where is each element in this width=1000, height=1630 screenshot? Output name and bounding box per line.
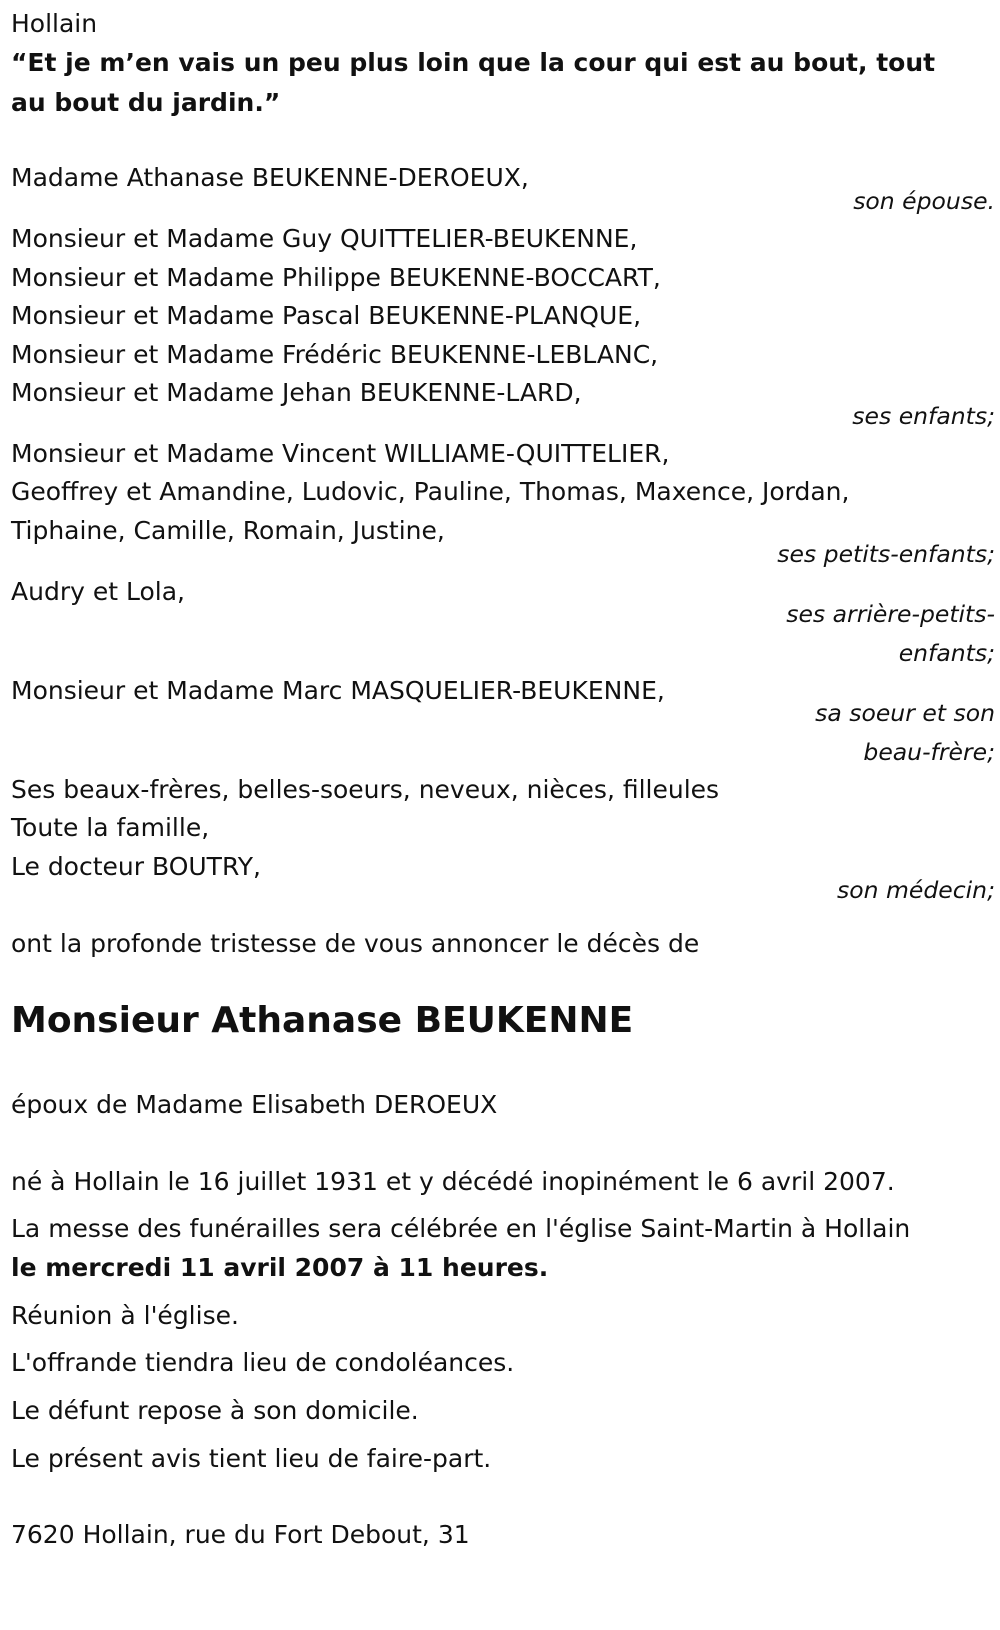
great-grandchildren-role: ses arrière-petits- <box>786 600 995 628</box>
other-family-line: Ses beaux-frères, belles-soeurs, neveux, nièces, filleules <box>11 775 720 804</box>
repose-info: Le défunt repose à son domicile. <box>11 1396 419 1425</box>
grandchildren-role: ses petits-enfants; <box>777 540 995 568</box>
place-heading: Hollain <box>11 9 98 38</box>
born-died: né à Hollain le 16 juillet 1931 et y décédé inopinément le 6 avril 2007. <box>11 1167 895 1196</box>
grandchild-line: Monsieur et Madame Vincent WILLIAME-QUITTELIER, <box>11 439 670 468</box>
sister-role: beau-frère; <box>863 738 995 766</box>
announcement-intro: ont la profonde tristesse de vous annoncer le décès de <box>11 929 700 958</box>
great-grandchildren: Audry et Lola, <box>11 577 185 606</box>
spouse-of: époux de Madame Elisabeth DEROEUX <box>11 1090 498 1119</box>
deceased-name: Monsieur Athanase BEUKENNE <box>11 1000 634 1041</box>
grandchild-line: Tiphaine, Camille, Romain, Justine, <box>11 516 445 545</box>
offering-info: L'offrande tiendra lieu de condoléances. <box>11 1348 515 1377</box>
mass-date: le mercredi 11 avril 2007 à 11 heures. <box>11 1253 549 1282</box>
doctor-role: son médecin; <box>837 876 995 904</box>
notice-info: Le présent avis tient lieu de faire-part. <box>11 1444 492 1473</box>
spouse-name: Madame Athanase BEUKENNE-DEROEUX, <box>11 163 529 192</box>
child-line: Monsieur et Madame Pascal BEUKENNE-PLANQUE, <box>11 301 642 330</box>
child-line: Monsieur et Madame Jehan BEUKENNE-LARD, <box>11 378 582 407</box>
children-role: ses enfants; <box>852 402 995 430</box>
meeting-info: Réunion à l'église. <box>11 1301 239 1330</box>
quote: “Et je m’en vais un peu plus loin que la cour qui est au bout, tout au bout du jardin.” <box>11 48 936 117</box>
mass-info: La messe des funérailles sera célébrée en l'église Saint-Martin à Hollain <box>11 1214 911 1243</box>
child-line: Monsieur et Madame Frédéric BEUKENNE-LEBLANC, <box>11 340 659 369</box>
grandchild-line: Geoffrey et Amandine, Ludovic, Pauline, Thomas, Maxence, Jordan, <box>11 477 850 506</box>
child-line: Monsieur et Madame Guy QUITTELIER-BEUKENNE, <box>11 224 638 253</box>
sister-line: Monsieur et Madame Marc MASQUELIER-BEUKENNE, <box>11 676 665 705</box>
sister-role: sa soeur et son <box>815 699 995 727</box>
child-line: Monsieur et Madame Philippe BEUKENNE-BOCCART, <box>11 263 661 292</box>
spouse-role: son épouse. <box>853 187 995 215</box>
doctor-line: Le docteur BOUTRY, <box>11 852 261 881</box>
address: 7620 Hollain, rue du Fort Debout, 31 <box>11 1520 470 1549</box>
other-family-line: Toute la famille, <box>11 813 210 842</box>
great-grandchildren-role: enfants; <box>898 639 995 667</box>
